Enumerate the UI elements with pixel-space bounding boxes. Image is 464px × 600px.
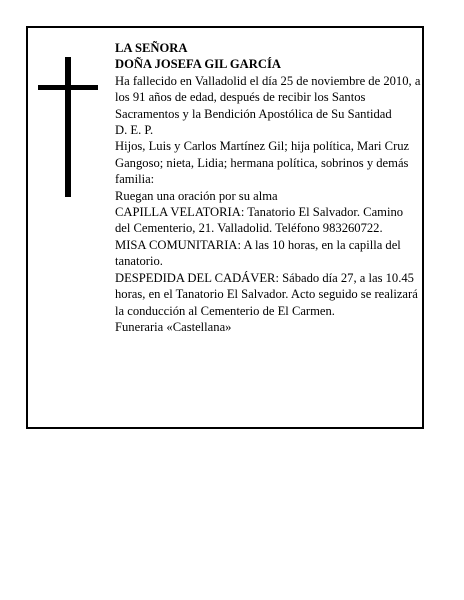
obituary-notice xyxy=(26,26,424,429)
family-members: Hijos, Luis y Carlos Martínez Gil; hija política, Mari Cruz Gangoso; nieta, Lidia; hermana política, sobrinos y demás familia: xyxy=(115,139,410,187)
mass-details: MISA COMUNITARIA: A las 10 horas, en la capilla del tanatorio. xyxy=(115,237,401,269)
deceased-name: DOÑA JOSEFA GIL GARCÍA xyxy=(115,57,281,72)
cross-vertical-bar xyxy=(65,57,71,197)
wake-details: CAPILLA VELATORIA: Tanatorio El Salvador. Camino del Cementerio, 21. Valladolid. Teléfono 983260722. xyxy=(115,205,404,236)
funeral-home: Funeraria «Castellana» xyxy=(115,319,232,334)
deceased-honorific: LA SEÑORA xyxy=(115,41,188,55)
prayer-request: Ruegan una oración por su alma xyxy=(115,188,278,203)
cross-horizontal-bar xyxy=(38,85,98,90)
notice-text xyxy=(115,40,421,335)
rip-line: D. E. P. xyxy=(115,123,154,138)
death-announcement: Ha fallecido en Valladolid el día 25 de noviembre de 2010, a los 91 años de edad, después de recibir los Santos Sacramentos y la Bendición Apostólica de Su Santidad xyxy=(115,73,421,121)
funeral-details: DESPEDIDA DEL CADÁVER: Sábado día 27, a las 10.45 horas, en el Tanatorio El Salvador. Acto seguido se realizará la conducción al Cementerio de El Carmen. xyxy=(115,270,418,318)
